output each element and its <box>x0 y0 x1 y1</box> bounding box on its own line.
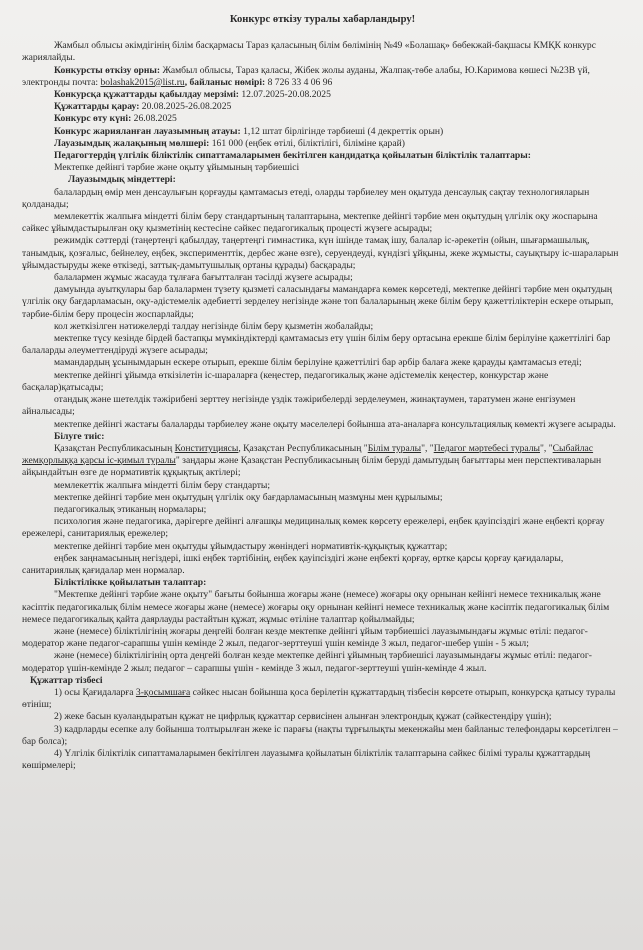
location-label: Конкурсты өткізу орны: <box>54 64 161 76</box>
education-law-link[interactable]: Білім туралы <box>367 442 422 454</box>
document-item: 2) жеке басын куәландыратын құжат не цифрлық құжаттар сервисінен алынған электрондық құжат (сәйкестендіру үшін); <box>54 711 552 723</box>
documents-heading: Құжаттар тізбесі <box>30 674 103 686</box>
duty-item: режимдік сәттерді (таңертеңгі қабылдау, таңертеңгі гимнастика, күн ішінде тамақ ішу, балалар іс-әрекетін (ойын, шығармашылық, танымдық, қозғалыс, бейнелеу, еңбек, эксперименттік, дербес және өзге), серуендеуді, күндізгі ұйқыны, жеке жұмысты, сауықтыру іс-шараларын ұйымдастыруды жеке өткізеді, заттық-дамытушылық ортаны құрады) басқарады; <box>22 235 619 271</box>
vacancy-line <box>22 126 623 138</box>
requirements-heading: Педагогтердің үлгілік біліктілік сипаттамаларымен бекітілген кандидатқа қойылатын біліктілік талаптары: <box>54 150 531 162</box>
phone-number: 8 726 33 4 06 96 <box>265 76 333 88</box>
review-dates-line <box>22 101 623 113</box>
duty-item: мектепке дейінгі ұйымда өткізілетін іс-шараларға (кеңестер, педагогикалық және әдістемелік кеңестер, конкурстар және басқалар)қатысады; <box>22 369 549 393</box>
know-intro-text: Қазақстан Республикасының <box>54 442 175 454</box>
accept-dates-line <box>22 89 623 101</box>
qualification-item: және (немесе) біліктілігінің орта деңгейі болған кезде мектепке дейінгі ұйымның тәрбиешісі лауазымындағы жұмыс өтілі: педагог-модератор үшін-кемінде 2 жыл; педагог – сарапшы үшін - кемінде 3 жыл, педагог-зерттеуші үшін-кемінде 4 жыл. <box>22 650 592 674</box>
document-item: 3) кадрларды есепке алу бойынша толтырылған жеке іс парағы (нақты тұрғылықты мекенжайы мен байланыс телефондары көрсетілген – бар болса); <box>22 723 618 747</box>
know-intro-text: , Қазақстан Республикасының " <box>238 442 368 454</box>
vacancy-label: Конкурс жарияланған лауазымның атауы: <box>54 125 241 137</box>
know-item: психология және педагогика, дәрігерге дейінгі алғашқы медициналық көмек көрсету ережелері, еңбек қауіпсіздігі және еңбекті қорғау ережелері, санитариялық ережелер; <box>22 516 605 540</box>
document-item: 4) Үлгілік біліктілік сипаттамаларымен бекітілген лауазымға қойылатын біліктілік талаптарына сәйкес білімі туралы құжаттардың көшірмелері; <box>22 747 591 772</box>
vacancy-text: 1,12 штат бірлігінде тәрбиеші (4 декреттік орын) <box>240 125 444 137</box>
know-item: мемлекеттік жалпыға міндетті білім беру стандарты; <box>54 479 271 491</box>
organization-line: Мектепке дейінгі тәрбие және оқыту ұйымының тәрбиешісі <box>54 162 300 174</box>
duties-heading: Лауазымдық міндеттері: <box>68 174 176 186</box>
duty-item: кол жеткізілген нәтижелерді талдау негізінде білім беру қызметін жобалайды; <box>54 320 374 332</box>
held-label: Конкурс өту күні: <box>54 113 132 125</box>
document-item-text: сәйкес нысан бойынша қоса берілетін құжаттардың тізбесін көрсете отырып, конкурсқа қатысу туралы өтініш; <box>22 686 616 711</box>
document-item-text: 1) осы Қағидаларға <box>54 686 136 698</box>
know-item: мектепке дейінгі тәрбие мен оқытудың үлгілік оқу бағдарламасының мазмұны мен құрылымы; <box>54 491 443 503</box>
duty-item: мемлекеттік жалпыға міндетті білім беру стандартының талаптарына, мектепке дейінгі тәрбие мен оқытудың үлгілік оқу жоспарына сәйкес ұйымдастырылған оқу қызметінің кестесіне сәйкес педагогикалық процесті жүзеге асырады; <box>22 211 598 235</box>
know-heading: Білуге тиіс: <box>54 430 105 442</box>
phone-label: , байланыс нөмірі: <box>184 76 266 88</box>
review-label: Құжаттарды қарау: <box>54 101 140 113</box>
email-link[interactable]: bolashak2015@list.ru <box>100 76 185 88</box>
salary-text: 161 000 (еңбек өтілі, біліктілігі, біліміне қарай) <box>209 137 405 149</box>
accept-dates: 12.07.2025-20.08.2025 <box>238 89 331 101</box>
accept-label: Конкурсқа құжаттарды қабылдау мерзімі: <box>54 89 239 101</box>
qualification-list <box>22 589 623 674</box>
duty-item: отандық және шетелдік тәжірибені зерттеу негізінде үздік тәжірибелерді зерделеумен, жинақтаумен, таратумен және енгізумен айналысады; <box>22 394 576 418</box>
know-list <box>22 480 623 578</box>
salary-line <box>22 138 623 150</box>
qualification-item: "Мектепке дейінгі тәрбие және оқыту" бағыты бойынша жоғары және (немесе) жоғары оқу орнынан кейінгі немесе техникалық және кәсіптік педагогикалық білім немесе жоғары және (немесе) жоғары оқу орнынан кейінгі немесе техникалық және кәсіптік педагогикалық білім немесе педагогикалық қайта даярлауды растайтын құжат, жұмыс өтіліне талаптар қойылмайды; <box>22 589 610 625</box>
appendix-3-link[interactable]: 3-қосымшаға <box>135 686 191 698</box>
duty-item: мектепке дейінгі жастағы балаларды тәрбиелеу және оқыту мәселелері бойынша ата-аналарға консультациялық көмекті жүзеге асырады. <box>54 418 616 430</box>
know-item: еңбек заңнамасының негіздері, ішкі еңбек тәртібінің, еңбек қауіпсіздігі және еңбекті қорғау, өртке қарсы қорғау қағидалары, санитариялық қағидалар мен нормалар. <box>22 552 564 576</box>
intro-paragraph: Жамбыл облысы әкімдігінің білім басқармасы Тараз қаласының білім бөлімінің №49 «Болашақ» бөбекжай-бақшасы КМҚК конкурс жариялайды. <box>22 40 596 64</box>
know-intro-text: ", " <box>421 442 434 454</box>
duty-item: балалардың өмір мен денсаулығын қорғауды қамтамасыз етеді, оларды тәрбиелеу мен оқытуда денсаулық сақтау технологияларын қолданады; <box>22 186 590 210</box>
know-item: мектепке дейінгі тәрбие мен оқытуды ұйымдастыру жөніндегі нормативтік-құқықтық құжаттар; <box>54 540 448 552</box>
duty-item: мамандардың ұсынымдарын ескере отырып, ерекше білім берілуіне қажеттілігі бар әрбір балаға жеке қарауды қамтамасыз етеді; <box>54 357 582 369</box>
anticorruption-law-link[interactable]: Сыбайлас жемқорлыққа қарсы іс-қимыл туралы <box>22 442 594 467</box>
know-intro <box>22 443 623 480</box>
document-item <box>22 687 623 711</box>
know-intro-text: " заңдары және Қазақстан Республикасының білім беруді дамытудың бағыттары мен перспективаларын айқындайтын өзге де нормативтік құқықтық актілері; <box>22 455 602 479</box>
salary-label: Лауазымдық жалақының мөлшері: <box>54 137 210 149</box>
know-intro-text: ", " <box>540 442 553 454</box>
duty-item: мектепке түсу кезінде бірдей бастапқы мүмкіндіктерді қамтамасыз ету үшін білім беру ортасына ерекше білім берілуіне қажеттілігі бар балаларды әлеуметтендіруді жүзеге асырады; <box>22 333 611 357</box>
location-line <box>22 65 623 89</box>
duty-item: балалармен жұмыс жасауда тұлғаға бағытталған тәсілді жүзеге асырады; <box>54 272 353 284</box>
qualification-item: және (немесе) біліктілігінің жоғары деңгейі болған кезде мектепке дейінгі ұйым тәрбиешісі лауазымындағы жұмыс өтілі: педагог-модератор және педагог-сарапшы үшін кемінде 2 жыл, педагог-зерттеуші үшін кемінде 3 жыл, педагог-шебер үшін - 5 жыл; <box>22 625 588 650</box>
constitution-link[interactable]: Конституциясы <box>174 442 239 454</box>
documents-list <box>22 687 623 772</box>
duty-item: дамуында ауытқулары бар балалармен түзету қызметі саласындағы мамандарға көмек көрсетеді, мектепке дейінгі тәрбие мен оқытудың үлгілік оқу бағдарламасын, оқу-әдістемелік әдебиетті зерделеу негізінде және топ балаларының жеке білім беру қажеттіліктерін ескере отырып, тәрбие-білім беру процесін жоспарлайды; <box>22 284 614 320</box>
review-dates: 20.08.2025-26.08.2025 <box>139 101 232 113</box>
duties-list <box>22 187 623 431</box>
location-text: Жамбыл облысы, Тараз қаласы, Жібек жолы ауданы, Жалпақ-төбе алабы, Ю.Каримова көшесі №23В үй, электронды почта: <box>22 64 590 88</box>
know-item: педагогикалық этиканың нормалары; <box>54 503 207 515</box>
held-date: 26.08.2025 <box>131 113 177 125</box>
teacher-status-law-link[interactable]: Педагог мәртебесі туралы <box>433 442 540 454</box>
page-title: Конкурс өткізу туралы хабарландыру! <box>229 14 416 25</box>
qualification-heading: Біліктілікке қойылатын талаптар: <box>54 577 207 589</box>
held-date-line <box>22 113 623 125</box>
